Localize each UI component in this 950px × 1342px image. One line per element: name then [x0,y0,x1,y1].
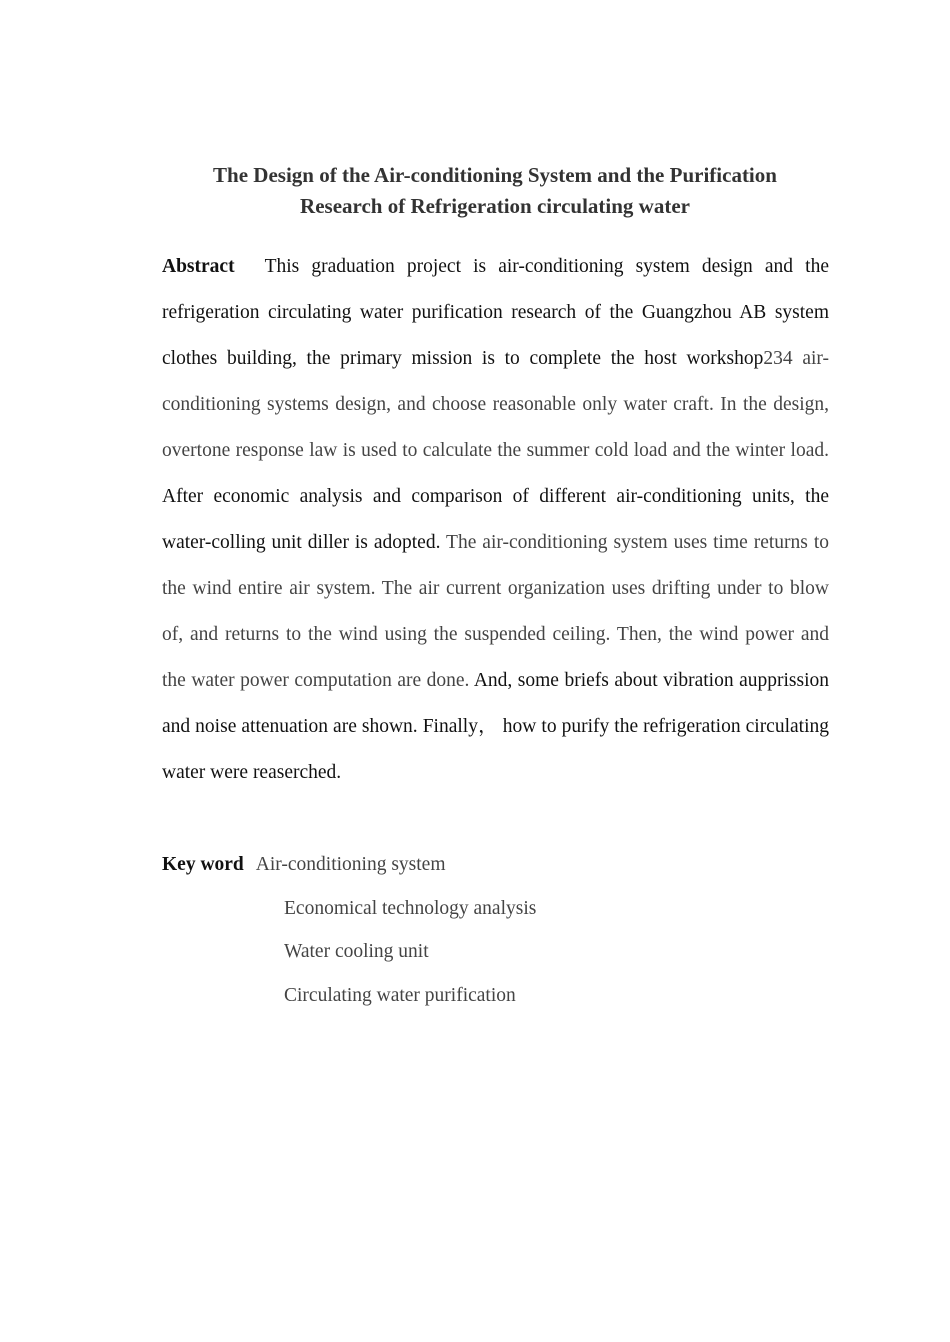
keyword-item: Air-conditioning system [255,854,446,875]
title-line-2: Research of Refrigeration circulating water [300,194,690,218]
keywords-section [162,843,829,1017]
keywords-label: Key word [162,854,244,875]
abstract-segment-3: After economic analysis and comparison of different air-conditioning units, the water-colling unit diller is adopted. [162,486,829,553]
abstract-segment-5: And, some briefs about vibration aupprission and noise attenuation are shown. Finally， how to purify the refrigeration circulating water were reaserched. [162,670,829,783]
keyword-line-1 [162,843,829,887]
keyword-item: Circulating water purification [284,984,516,1006]
keyword-item: Water cooling unit [284,941,429,962]
title-line-1: The Design of the Air-conditioning System and the Purification [213,163,777,187]
abstract-segment-4: The air-conditioning system uses time returns to the wind entire air system. The air current organization uses drifting under to blow of, and returns to the wind using the suspended ceiling. Then, the wind power and the water power computation are done. [162,532,829,691]
keyword-item: Economical technology analysis [284,897,537,919]
document-title [160,160,830,222]
abstract-label: Abstract [162,256,235,277]
abstract-segment-1: This graduation project is air-conditioning system design and the refrigeration circulating water purification research of the Guangzhou AB system clothes building, the primary mission is to complete the host workshop [162,256,829,369]
abstract-segment-2: 234 air-conditioning systems design, and choose reasonable only water craft. In the design, overtone response law is used to calculate the summer cold load and the winter load. [162,348,830,461]
abstract-paragraph [162,244,829,796]
